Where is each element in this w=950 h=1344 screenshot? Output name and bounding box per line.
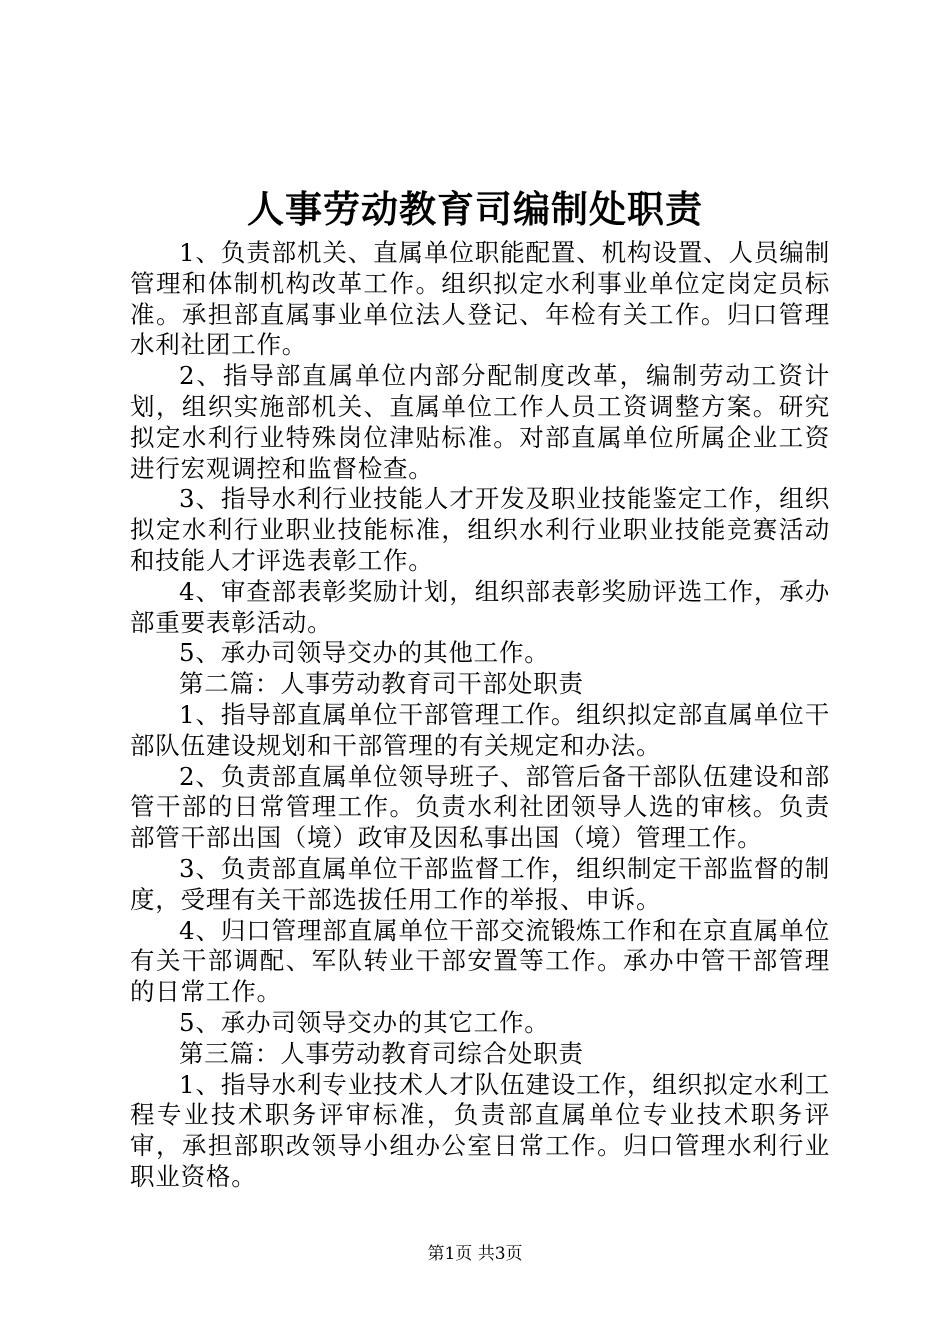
paragraph: 2、负责部直属单位领导班子、部管后备干部队伍建设和部管干部的日常管理工作。负责水利社团领导人选的审核。负责部管干部出国（境）政审及因私事出国（境）管理工作。 [130,761,830,853]
paragraph: 5、承办司领导交办的其它工作。 [179,1007,550,1037]
paragraph: 4、归口管理部直属单位干部交流锻炼工作和在京直属单位有关干部调配、军队转业干部安置等工作。承办中管干部管理的日常工作。 [130,915,830,1007]
section-heading: 第三篇：人事劳动教育司综合处职责 [179,1038,584,1068]
document-body [130,238,830,1193]
paragraph: 5、承办司领导交办的其他工作。 [179,638,550,668]
paragraph: 1、指导水利专业技术人才队伍建设工作，组织拟定水利工程专业技术职务评审标准，负责部直属单位专业技术职务评审，承担部职改领导小组办公室日常工作。归口管理水利行业职业资格。 [130,1069,830,1191]
section-heading: 第二篇：人事劳动教育司干部处职责 [179,669,584,699]
paragraph: 3、指导水利行业技能人才开发及职业技能鉴定工作，组织拟定水利行业职业技能标准，组织水利行业职业技能竞赛活动和技能人才评选表彰工作。 [130,484,830,575]
document-title: 人事劳动教育司编制处职责 [247,187,703,231]
paragraph: 2、指导部直属单位内部分配制度改革，编制劳动工资计划，组织实施部机关、直属单位工作人员工资调整方案。研究拟定水利行业特殊岗位津贴标准。对部直属单位所属企业工资进行宏观调控和监督检查。 [130,361,830,483]
paragraph: 1、负责部机关、直属单位职能配置、机构设置、人员编制管理和体制机构改革工作。组织拟定水利事业单位定岗定员标准。承担部直属事业单位法人登记、年检有关工作。归口管理水利社团工作。 [130,238,830,360]
paragraph: 1、指导部直属单位干部管理工作。组织拟定部直属单位干部队伍建设规划和干部管理的有关规定和办法。 [130,699,830,760]
paragraph: 4、审查部表彰奖励计划，组织部表彰奖励评选工作，承办部重要表彰活动。 [130,576,830,637]
page-number-footer: 第1页 共3页 [427,1244,523,1264]
paragraph: 3、负责部直属单位干部监督工作，组织制定干部监督的制度，受理有关干部选拔任用工作的举报、申诉。 [130,853,830,914]
